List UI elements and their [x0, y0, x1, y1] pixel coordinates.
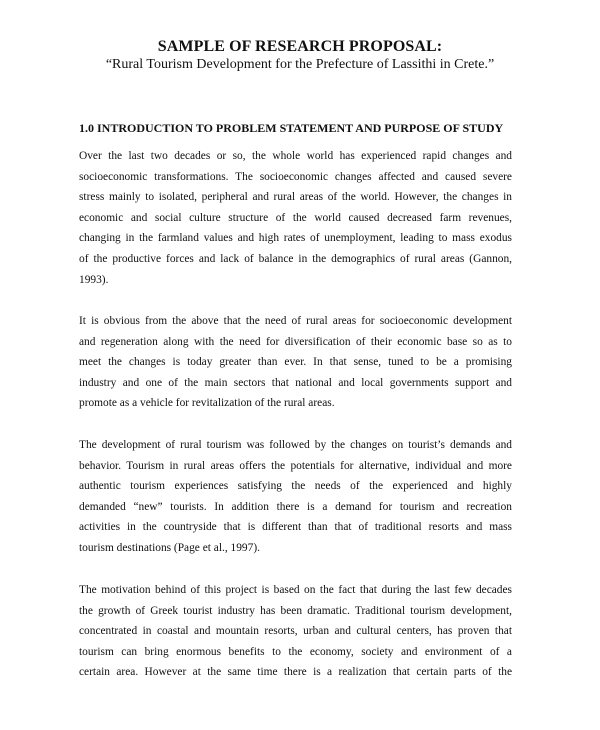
paragraph-line: Over the last two decades or so, the whole world has experienced rapid changes and	[79, 150, 512, 162]
paragraph-2	[79, 311, 512, 414]
document-title: SAMPLE OF RESEARCH PROPOSAL:	[157, 38, 443, 55]
paragraph-line: economic and social culture structure of the world caused decreased farm revenues,	[79, 211, 512, 224]
paragraph-line: promote as a vehicle for revitalization of the rural areas.	[79, 397, 335, 410]
paragraph-line: demanded “new” tourists. In addition there is a demand for tourism and recreation	[79, 500, 512, 513]
paragraph-line: The motivation behind of this project is based on the fact that during the last few decades	[79, 584, 512, 596]
paragraph-line: concentrated in coastal and mountain resorts, urban and cultural centers, has proven that	[79, 625, 512, 638]
paragraph-line: The development of rural tourism was followed by the changes on tourist’s demands and	[79, 439, 512, 451]
section-heading: 1.0 INTRODUCTION TO PROBLEM STATEMENT AND PURPOSE OF STUDY	[79, 121, 504, 135]
paragraph-1	[79, 146, 512, 290]
paragraph-line: behavior. Tourism in rural areas offers the potentials for alternative, individual and more	[79, 459, 512, 472]
paragraph-line: of the productive forces and lack of balance in the demographics of rural areas (Gannon,	[79, 252, 512, 265]
paragraph-line: industry and one of the main sectors that national and local governments support and	[79, 376, 512, 389]
paragraph-line: It is obvious from the above that the need of rural areas for socioeconomic development	[79, 315, 512, 327]
paragraph-line: certain area. However at the same time there is a realization that certain parts of the	[79, 666, 512, 679]
paragraph-line: tourism can bring enormous benefits to the economy, society and environment of a	[79, 645, 512, 658]
paragraph-line: socioeconomic transformations. The socioeconomic changes affected and caused severe	[79, 170, 512, 183]
document-subtitle: “Rural Tourism Development for the Prefecture of Lassithi in Crete.”	[105, 57, 495, 72]
paragraph-4	[79, 580, 512, 683]
paragraph-line: the growth of Greek tourist industry has been dramatic. Traditional tourism development,	[79, 604, 512, 617]
paragraph-line: activities in the countryside that is different than that of traditional resorts and mass	[79, 521, 512, 534]
paragraph-line: 1993).	[79, 273, 109, 286]
paragraph-line: and regeneration along with the need for diversification of their economic base so as to	[79, 335, 512, 348]
paragraph-line: meet the changes is today greater than ever. In that sense, tuned to be a promising	[79, 356, 512, 369]
paragraph-3	[79, 435, 512, 559]
paragraph-line: changing in the farmland values and high rates of unemployment, leading to mass exodus	[79, 232, 512, 245]
paragraph-line: tourism destinations (Page et al., 1997).	[79, 541, 260, 554]
paragraph-line: authentic tourism experiences satisfying the needs of the experienced and highly	[79, 480, 512, 493]
paragraph-line: stress mainly to isolated, peripheral and rural areas of the world. However, the changes in	[79, 191, 512, 204]
